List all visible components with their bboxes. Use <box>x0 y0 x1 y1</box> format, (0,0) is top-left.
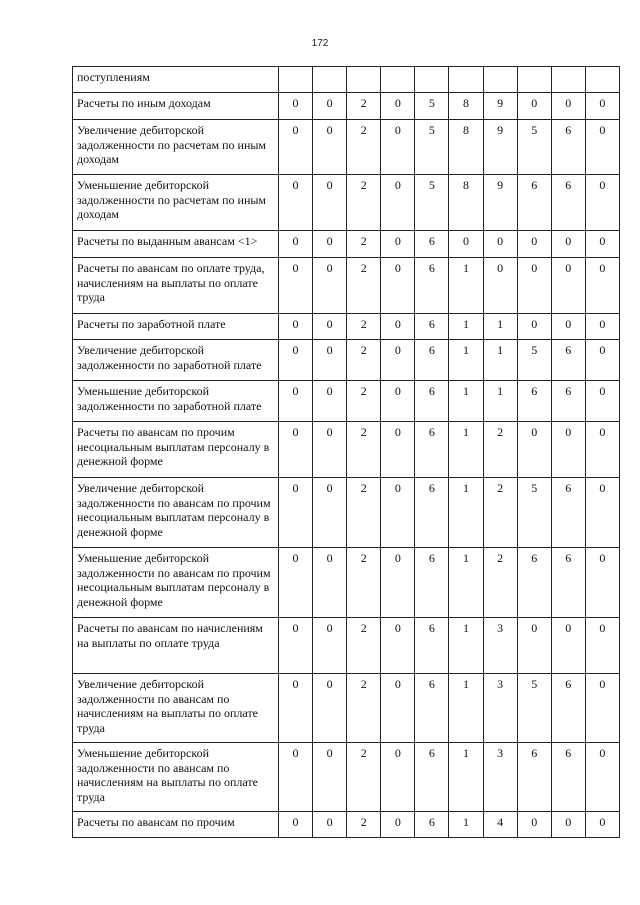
code-digit-cell: 0 <box>585 422 619 478</box>
code-digit-cell: 6 <box>415 340 449 381</box>
code-digit-cell: 6 <box>415 422 449 478</box>
code-digit-cell: 0 <box>381 674 415 743</box>
code-digit-cell: 0 <box>381 381 415 422</box>
code-digit-cell: 9 <box>483 175 517 231</box>
code-digit-cell: 0 <box>279 618 313 674</box>
code-digit-cell: 6 <box>415 314 449 340</box>
code-digit-cell: 0 <box>279 120 313 175</box>
code-digit-cell <box>415 67 449 93</box>
code-digit-cell: 1 <box>449 618 483 674</box>
code-digit-cell: 6 <box>415 743 449 812</box>
code-digit-cell: 6 <box>415 258 449 314</box>
code-digit-cell: 0 <box>313 231 347 258</box>
code-digit-cell: 1 <box>449 548 483 618</box>
code-digit-cell: 0 <box>279 743 313 812</box>
code-digit-cell: 0 <box>381 743 415 812</box>
code-digit-cell: 1 <box>449 743 483 812</box>
code-digit-cell: 0 <box>381 314 415 340</box>
code-digit-cell: 3 <box>483 618 517 674</box>
code-digit-cell: 1 <box>449 674 483 743</box>
code-digit-cell: 2 <box>347 340 381 381</box>
code-digit-cell: 0 <box>381 175 415 231</box>
code-digit-cell: 0 <box>585 618 619 674</box>
account-name-cell: Уменьшение дебиторской задолженности по заработной плате <box>73 381 279 422</box>
code-digit-cell: 0 <box>381 422 415 478</box>
table-row <box>73 812 620 838</box>
code-digit-cell: 0 <box>551 618 585 674</box>
code-digit-cell: 0 <box>517 314 551 340</box>
table-row <box>73 548 620 618</box>
code-digit-cell: 1 <box>449 314 483 340</box>
code-digit-cell: 0 <box>279 812 313 838</box>
code-digit-cell: 0 <box>585 548 619 618</box>
account-name-cell: Уменьшение дебиторской задолженности по авансам по прочим несоциальным выплатам персоналу в денежной форме <box>73 548 279 618</box>
code-digit-cell: 2 <box>347 743 381 812</box>
code-digit-cell: 5 <box>415 93 449 120</box>
code-digit-cell: 6 <box>551 548 585 618</box>
table-row <box>73 314 620 340</box>
code-digit-cell: 1 <box>449 258 483 314</box>
code-digit-cell: 0 <box>483 258 517 314</box>
code-digit-cell: 0 <box>279 422 313 478</box>
code-digit-cell: 2 <box>347 381 381 422</box>
code-digit-cell: 6 <box>517 743 551 812</box>
code-digit-cell: 2 <box>347 231 381 258</box>
account-name-cell: Расчеты по авансам по прочим <box>73 812 279 838</box>
code-digit-cell: 0 <box>279 674 313 743</box>
code-digit-cell: 0 <box>585 381 619 422</box>
code-digit-cell <box>381 67 415 93</box>
code-digit-cell: 6 <box>551 381 585 422</box>
code-digit-cell: 0 <box>313 422 347 478</box>
code-digit-cell <box>347 67 381 93</box>
code-digit-cell: 2 <box>347 548 381 618</box>
code-digit-cell: 0 <box>279 93 313 120</box>
code-digit-cell: 0 <box>585 258 619 314</box>
code-digit-cell: 2 <box>347 618 381 674</box>
code-digit-cell: 0 <box>313 478 347 548</box>
code-digit-cell: 0 <box>279 175 313 231</box>
code-digit-cell: 9 <box>483 93 517 120</box>
code-digit-cell: 0 <box>313 340 347 381</box>
code-digit-cell: 5 <box>517 674 551 743</box>
table-row <box>73 258 620 314</box>
code-digit-cell: 2 <box>483 548 517 618</box>
code-digit-cell: 1 <box>449 812 483 838</box>
code-digit-cell: 0 <box>313 674 347 743</box>
account-name-cell: Увеличение дебиторской задолженности по заработной плате <box>73 340 279 381</box>
code-digit-cell: 6 <box>551 175 585 231</box>
code-digit-cell: 0 <box>517 422 551 478</box>
code-digit-cell: 0 <box>313 381 347 422</box>
table-row <box>73 478 620 548</box>
account-name-cell: Расчеты по заработной плате <box>73 314 279 340</box>
code-digit-cell: 0 <box>551 231 585 258</box>
table-row <box>73 381 620 422</box>
account-name-cell: Увеличение дебиторской задолженности по авансам по прочим несоциальным выплатам персоналу в денежной форме <box>73 478 279 548</box>
code-digit-cell <box>517 67 551 93</box>
code-digit-cell: 1 <box>483 314 517 340</box>
table-row <box>73 231 620 258</box>
code-digit-cell: 0 <box>585 812 619 838</box>
code-digit-cell <box>483 67 517 93</box>
code-digit-cell: 1 <box>449 381 483 422</box>
code-digit-cell: 0 <box>585 175 619 231</box>
code-digit-cell <box>279 67 313 93</box>
code-digit-cell: 9 <box>483 120 517 175</box>
code-digit-cell: 2 <box>347 674 381 743</box>
code-digit-cell: 2 <box>347 314 381 340</box>
code-digit-cell <box>551 67 585 93</box>
code-digit-cell: 6 <box>415 674 449 743</box>
code-digit-cell: 6 <box>415 548 449 618</box>
account-name-cell: Увеличение дебиторской задолженности по авансам по начислениям на выплаты по оплате труда <box>73 674 279 743</box>
code-digit-cell: 0 <box>279 548 313 618</box>
table-row <box>73 93 620 120</box>
code-digit-cell: 0 <box>381 478 415 548</box>
code-digit-cell <box>449 67 483 93</box>
code-digit-cell: 4 <box>483 812 517 838</box>
code-digit-cell: 2 <box>347 812 381 838</box>
code-digit-cell: 6 <box>415 381 449 422</box>
table-row <box>73 618 620 674</box>
code-digit-cell: 0 <box>279 381 313 422</box>
code-digit-cell: 0 <box>517 812 551 838</box>
table-row <box>73 743 620 812</box>
code-digit-cell: 0 <box>279 478 313 548</box>
code-digit-cell: 8 <box>449 175 483 231</box>
code-digit-cell: 0 <box>585 674 619 743</box>
table-row <box>73 674 620 743</box>
code-digit-cell: 0 <box>585 120 619 175</box>
code-digit-cell: 0 <box>313 812 347 838</box>
code-digit-cell: 0 <box>551 314 585 340</box>
code-digit-cell: 0 <box>279 231 313 258</box>
account-name-cell: Расчеты по авансам по прочим несоциальным выплатам персоналу в денежной форме <box>73 422 279 478</box>
code-digit-cell: 0 <box>381 618 415 674</box>
account-name-cell: Расчеты по авансам по начислениям на выплаты по оплате труда <box>73 618 279 674</box>
code-digit-cell: 6 <box>415 231 449 258</box>
code-digit-cell: 0 <box>551 93 585 120</box>
code-digit-cell: 5 <box>415 120 449 175</box>
table-row <box>73 120 620 175</box>
code-digit-cell: 0 <box>517 618 551 674</box>
code-digit-cell: 5 <box>517 120 551 175</box>
code-digit-cell: 0 <box>585 93 619 120</box>
code-digit-cell: 6 <box>517 548 551 618</box>
code-digit-cell: 6 <box>551 120 585 175</box>
account-name-cell: Расчеты по авансам по оплате труда, начислениям на выплаты по оплате труда <box>73 258 279 314</box>
account-name-cell: поступлениям <box>73 67 279 93</box>
code-digit-cell: 2 <box>347 422 381 478</box>
code-digit-cell: 1 <box>449 340 483 381</box>
code-digit-cell: 0 <box>483 231 517 258</box>
table-row <box>73 422 620 478</box>
table-row <box>73 340 620 381</box>
account-name-cell: Уменьшение дебиторской задолженности по расчетам по иным доходам <box>73 175 279 231</box>
code-digit-cell: 0 <box>279 340 313 381</box>
code-digit-cell: 0 <box>585 231 619 258</box>
code-digit-cell: 6 <box>415 478 449 548</box>
code-digit-cell: 6 <box>551 340 585 381</box>
code-digit-cell: 6 <box>551 478 585 548</box>
code-digit-cell: 2 <box>347 93 381 120</box>
code-digit-cell: 0 <box>279 314 313 340</box>
code-digit-cell: 0 <box>517 231 551 258</box>
code-digit-cell: 2 <box>347 258 381 314</box>
code-digit-cell: 0 <box>517 258 551 314</box>
code-digit-cell: 6 <box>415 812 449 838</box>
code-digit-cell: 8 <box>449 120 483 175</box>
code-digit-cell: 0 <box>381 258 415 314</box>
code-digit-cell: 6 <box>517 381 551 422</box>
code-digit-cell: 0 <box>381 340 415 381</box>
code-digit-cell: 0 <box>381 548 415 618</box>
code-digit-cell: 6 <box>551 674 585 743</box>
code-digit-cell: 0 <box>449 231 483 258</box>
code-digit-cell: 0 <box>313 548 347 618</box>
account-name-cell: Расчеты по выданным авансам <1> <box>73 231 279 258</box>
code-digit-cell: 0 <box>313 618 347 674</box>
page-number: 172 <box>311 38 329 49</box>
code-digit-cell: 1 <box>483 340 517 381</box>
code-digit-cell: 1 <box>449 478 483 548</box>
code-digit-cell: 0 <box>585 314 619 340</box>
code-digit-cell: 6 <box>517 175 551 231</box>
code-digit-cell: 0 <box>313 314 347 340</box>
table-row <box>73 175 620 231</box>
code-digit-cell: 0 <box>313 258 347 314</box>
code-digit-cell: 0 <box>313 120 347 175</box>
code-digit-cell: 0 <box>517 93 551 120</box>
table-body <box>73 67 620 838</box>
code-digit-cell: 0 <box>313 175 347 231</box>
code-digit-cell: 5 <box>517 478 551 548</box>
code-digit-cell: 5 <box>415 175 449 231</box>
table-row <box>73 67 620 93</box>
code-digit-cell: 1 <box>483 381 517 422</box>
code-digit-cell: 5 <box>517 340 551 381</box>
code-digit-cell <box>313 67 347 93</box>
budget-codes-table <box>72 66 620 838</box>
account-name-cell: Уменьшение дебиторской задолженности по авансам по начислениям на выплаты по оплате труда <box>73 743 279 812</box>
code-digit-cell: 0 <box>381 93 415 120</box>
code-digit-cell: 2 <box>347 120 381 175</box>
account-name-cell: Расчеты по иным доходам <box>73 93 279 120</box>
code-digit-cell <box>585 67 619 93</box>
code-digit-cell: 0 <box>551 812 585 838</box>
code-digit-cell: 0 <box>381 120 415 175</box>
code-digit-cell: 0 <box>551 258 585 314</box>
code-digit-cell: 2 <box>483 478 517 548</box>
code-digit-cell: 0 <box>585 340 619 381</box>
code-digit-cell: 0 <box>585 743 619 812</box>
code-digit-cell: 0 <box>551 422 585 478</box>
code-digit-cell: 0 <box>313 743 347 812</box>
code-digit-cell: 2 <box>347 478 381 548</box>
code-digit-cell: 6 <box>551 743 585 812</box>
code-digit-cell: 8 <box>449 93 483 120</box>
code-digit-cell: 0 <box>279 258 313 314</box>
code-digit-cell: 3 <box>483 743 517 812</box>
code-digit-cell: 2 <box>483 422 517 478</box>
code-digit-cell: 6 <box>415 618 449 674</box>
code-digit-cell: 2 <box>347 175 381 231</box>
code-digit-cell: 3 <box>483 674 517 743</box>
code-digit-cell: 0 <box>585 478 619 548</box>
code-digit-cell: 0 <box>381 231 415 258</box>
account-name-cell: Увеличение дебиторской задолженности по расчетам по иным доходам <box>73 120 279 175</box>
code-digit-cell: 0 <box>313 93 347 120</box>
code-digit-cell: 1 <box>449 422 483 478</box>
code-digit-cell: 0 <box>381 812 415 838</box>
